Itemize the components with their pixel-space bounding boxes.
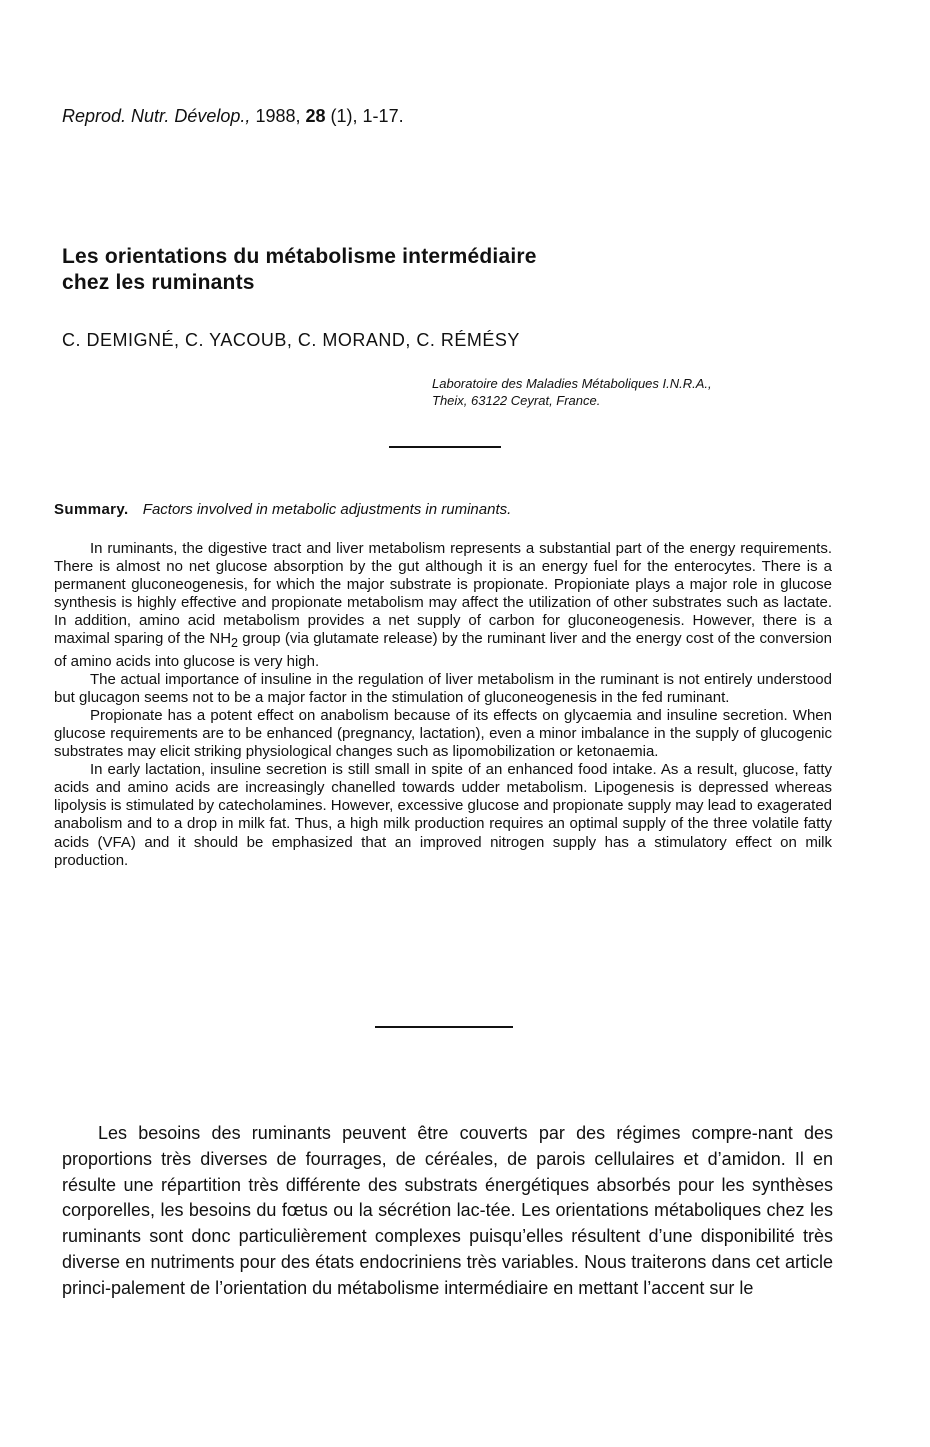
abstract-paragraph: In early lactation, insuline secretion is still small in spite of an enhanced food intake. As a result, glucose, fatty acids and amino acids are increasingly chanelled towards udder metabolism. Lipogenesis is depressed whereas lipolysis is stimulated by catecholamines. However, excessive glucose and propionate supply may lead to exagerated anabolism and to a drop in milk fat. Thus, a high milk production requires an optimal supply of the three volatile fatty acids (VFA) and it should be emphasized that an improved nitrogen supply has a stimulatory effect on milk production. xyxy=(54,761,832,869)
abstract xyxy=(54,540,832,870)
title-line-1: Les orientations du métabolisme intermédiaire xyxy=(62,245,537,268)
section-divider xyxy=(375,1026,513,1028)
section-divider xyxy=(389,446,501,448)
article-title xyxy=(62,244,822,296)
body-text xyxy=(62,1121,833,1302)
journal-citation xyxy=(62,106,404,127)
abstract-text: In ruminants, the digestive tract and liver metabolism represents a substantial part of the energy requirements. There is almost no net glucose absorption by the gut although it is an energy fuel for the enterocytes. There is a permanent gluconeogenesis, for which the major substrate is propionate. Propioniate plays a major role in glucose synthesis is highly effective and propionate metabolism may affect the utilization of other substrates such as lactate. In addition, amino acid metabolism provides a net supply of carbon for gluconeogenesis. However, there is a maximal sparing of the NH xyxy=(54,540,832,648)
journal-issue-pages: (1), 1-17. xyxy=(330,106,404,126)
abstract-paragraph: The actual importance of insuline in the regulation of liver metabolism in the ruminant is not entirely understood but glucagon seems not to be a major factor in the stimulation of gluconeogenesis in the fed ruminant. xyxy=(54,670,832,706)
journal-name: Reprod. Nutr. Dévelop., xyxy=(62,106,251,126)
affiliation xyxy=(432,375,862,409)
body-paragraph: Les besoins des ruminants peuvent être couverts par des régimes compre-nant des proportions très diverses de fourrages, de céréales, de parois cellulaires et d’amidon. Il en résulte une répartition très différente des substrats énergétiques absorbés pour les synthèses corporelles, les besoins du fœtus ou la sécrétion lac-tée. Les orientations métaboliques chez les ruminants sont donc particulièrement complexes puisqu’elles résultent d’une disponibilité très diverse en nutriments pour des états endocriniens très variables. Nous traiterons dans cet article princi-palement de l’orientation du métabolisme intermédiaire en mettant l’accent sur le xyxy=(62,1123,833,1298)
abstract-paragraph xyxy=(54,540,832,671)
title-line-2: chez les ruminants xyxy=(62,271,255,294)
summary-subtitle: Factors involved in metabolic adjustments in ruminants. xyxy=(142,501,512,518)
affiliation-line-2: Theix, 63122 Ceyrat, France. xyxy=(432,393,601,408)
summary-label: Summary. xyxy=(54,501,129,518)
affiliation-line-1: Laboratoire des Maladies Métaboliques I.N.R.A., xyxy=(432,376,712,391)
author-list: C. DEMIGNÉ, C. YACOUB, C. MORAND, C. RÉMÉSY xyxy=(62,330,520,350)
journal-volume: 28 xyxy=(305,106,326,126)
abstract-paragraph: Propionate has a potent effect on anabolism because of its effects on glycaemia and insuline secretion. When glucose requirements are to be enhanced (pregnancy, lactation), even a minor imbalance in the supply of glucogenic substrates may elicit striking physiological changes such as lipomobilization or ketonaemia. xyxy=(54,706,832,761)
summary-heading xyxy=(54,501,511,518)
abstract-text: group (via glutamate release) by the ruminant liver and the energy cost of the conversion of amino acids into glucose is very high. xyxy=(54,630,832,670)
subscript: 2 xyxy=(231,636,238,651)
journal-year: 1988, xyxy=(255,106,301,126)
